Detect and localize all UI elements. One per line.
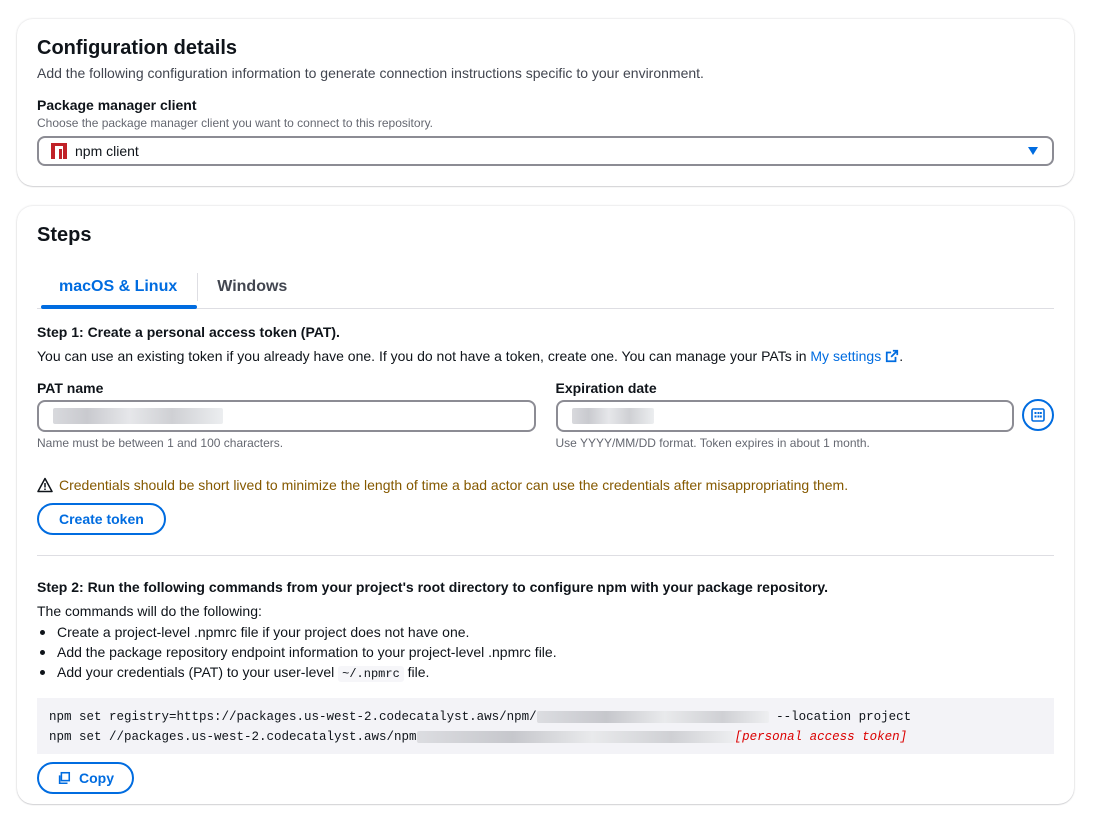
command1-prefix: npm set registry=https://packages.us-west-2.codecatalyst.aws/npm/ [49,710,537,724]
expiration-date-input[interactable] [556,400,1015,432]
package-manager-select[interactable] [37,136,1054,166]
my-settings-link[interactable] [810,348,899,364]
bullet3-text: Add your credentials (PAT) to your user-level [57,664,335,680]
step1-description [37,346,1054,366]
copy-icon [57,771,71,785]
command-code-block [37,698,1054,754]
external-link-icon [885,349,899,363]
pat-name-hint: Name must be between 1 and 100 characters. [37,436,284,450]
caret-down-icon [1028,147,1038,155]
step2-bullet-list [37,622,1054,684]
expiration-date-field [556,378,1055,451]
npm-logo-icon [51,143,67,159]
calendar-button[interactable] [1022,399,1054,431]
step-divider [37,555,1054,556]
pat-name-field [37,378,536,451]
tab-macos-linux[interactable]: macOS & Linux [37,265,197,308]
warning-text: Credentials should be short lived to minimize the length of time a bad actor can use the credentials after misappropriating them. [59,477,849,493]
step1-title: Step 1: Create a personal access token (PAT). [37,324,340,340]
calendar-icon [1030,407,1046,423]
steps-panel [17,206,1074,804]
expiration-date-hint: Use YYYY/MM/DD format. Token expires in about 1 month. [555,436,870,450]
step2-title: Step 2: Run the following commands from your project's root directory to configure npm with your package repository. [37,579,829,595]
list-item [37,662,1054,684]
list-item: Add the package repository endpoint information to your project-level .npmrc file. [37,642,1054,662]
command2-prefix: npm set //packages.us-west-2.codecatalyst.aws/npm [49,730,417,744]
config-description: Add the following configuration information to generate connection instructions specific to your environment. [37,65,704,81]
redacted-value [537,711,769,723]
token-placeholder: [personal access token] [734,730,908,744]
copy-button-label: Copy [79,770,114,786]
os-tabs [37,265,1054,309]
copy-button[interactable] [37,762,134,794]
credentials-warning [37,475,1054,495]
step1-text-end: . [899,348,904,364]
command-line-2 [49,727,1042,747]
warning-icon [37,477,53,493]
step2-intro: The commands will do the following: [37,603,262,619]
command-line-1 [49,707,1042,727]
list-item: Create a project-level .npmrc file if your project does not have one. [37,622,1054,642]
my-settings-link-label: My settings [810,348,882,364]
bullet3-suffix: file. [407,664,430,680]
create-token-button[interactable]: Create token [37,503,166,535]
redacted-value [417,731,735,743]
command1-suffix: --location project [768,710,912,724]
step1-text: You can use an existing token if you already have one. If you do not have a token, create one. You can manage your PATs in [37,348,807,364]
pat-name-label: PAT name [37,380,104,396]
expiration-date-label: Expiration date [555,380,657,396]
package-manager-description: Choose the package manager client you want to connect to this repository. [37,116,434,130]
package-manager-label: Package manager client [37,97,197,113]
npmrc-path-code: ~/.npmrc [338,666,404,682]
package-manager-selected-value: npm client [75,143,139,159]
config-title: Configuration details [37,37,237,59]
redacted-value [53,408,223,424]
configuration-details-panel [17,19,1074,186]
tab-windows[interactable]: Windows [217,278,288,295]
redacted-value [572,408,654,424]
pat-name-input[interactable] [37,400,536,432]
steps-title: Steps [37,224,92,246]
